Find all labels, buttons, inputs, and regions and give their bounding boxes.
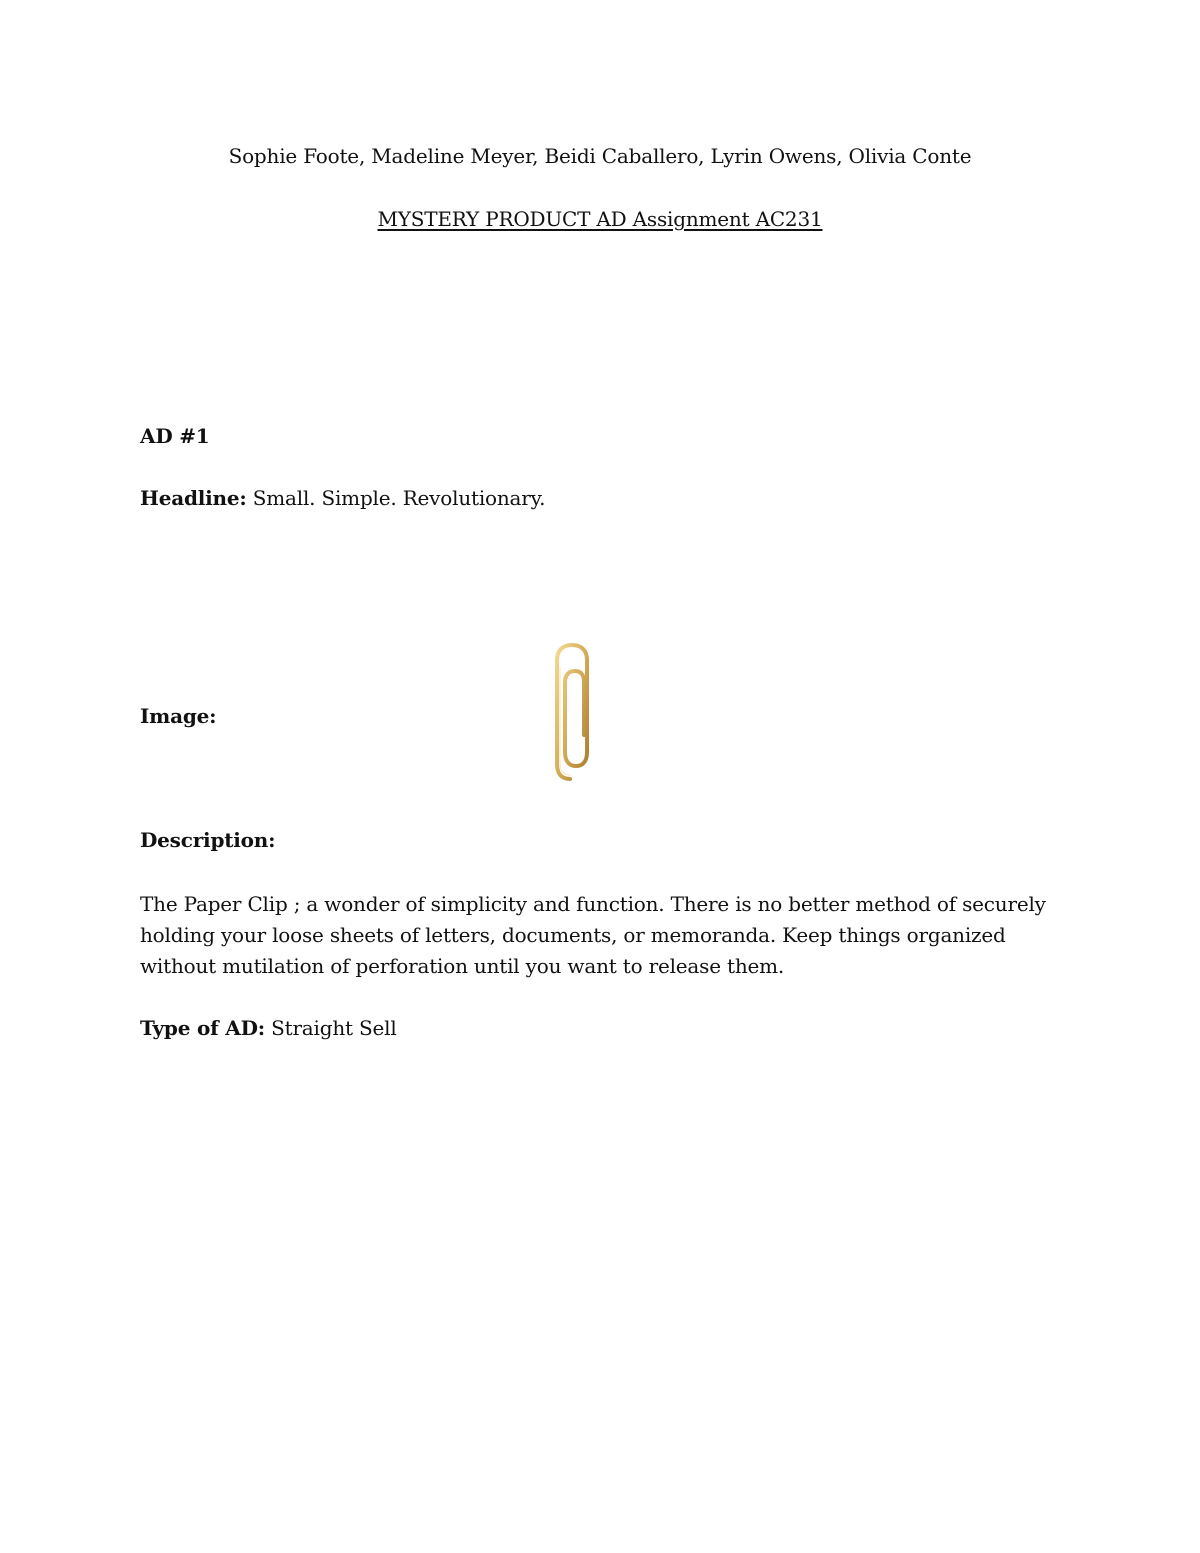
ad-type-line <box>140 1014 397 1042</box>
description-label: Description: <box>140 828 276 852</box>
description-text: The Paper Clip ; a wonder of simplicity and function. There is no better method of securely holding your loose sheets of letters, documents, or memoranda. Keep things organized without mutilation of perforation until you want to release them. <box>140 892 1046 978</box>
authors-line: Sophie Foote, Madeline Meyer, Beidi Caballero, Lyrin Owens, Olivia Conte <box>228 144 972 168</box>
headline-label: Headline: <box>140 486 247 510</box>
paper-clip-icon <box>548 640 596 790</box>
paper-clip-shape <box>557 645 587 779</box>
document-title-text: MYSTERY PRODUCT AD Assignment AC231 <box>377 207 823 231</box>
ad-number: AD #1 <box>140 424 210 448</box>
document-title <box>0 205 1200 233</box>
headline-line <box>140 484 545 512</box>
ad-type-value: Straight Sell <box>271 1016 397 1040</box>
ad-type-label: Type of AD: <box>140 1016 265 1040</box>
headline-value: Small. Simple. Revolutionary. <box>252 486 546 510</box>
image-label: Image: <box>140 704 217 728</box>
